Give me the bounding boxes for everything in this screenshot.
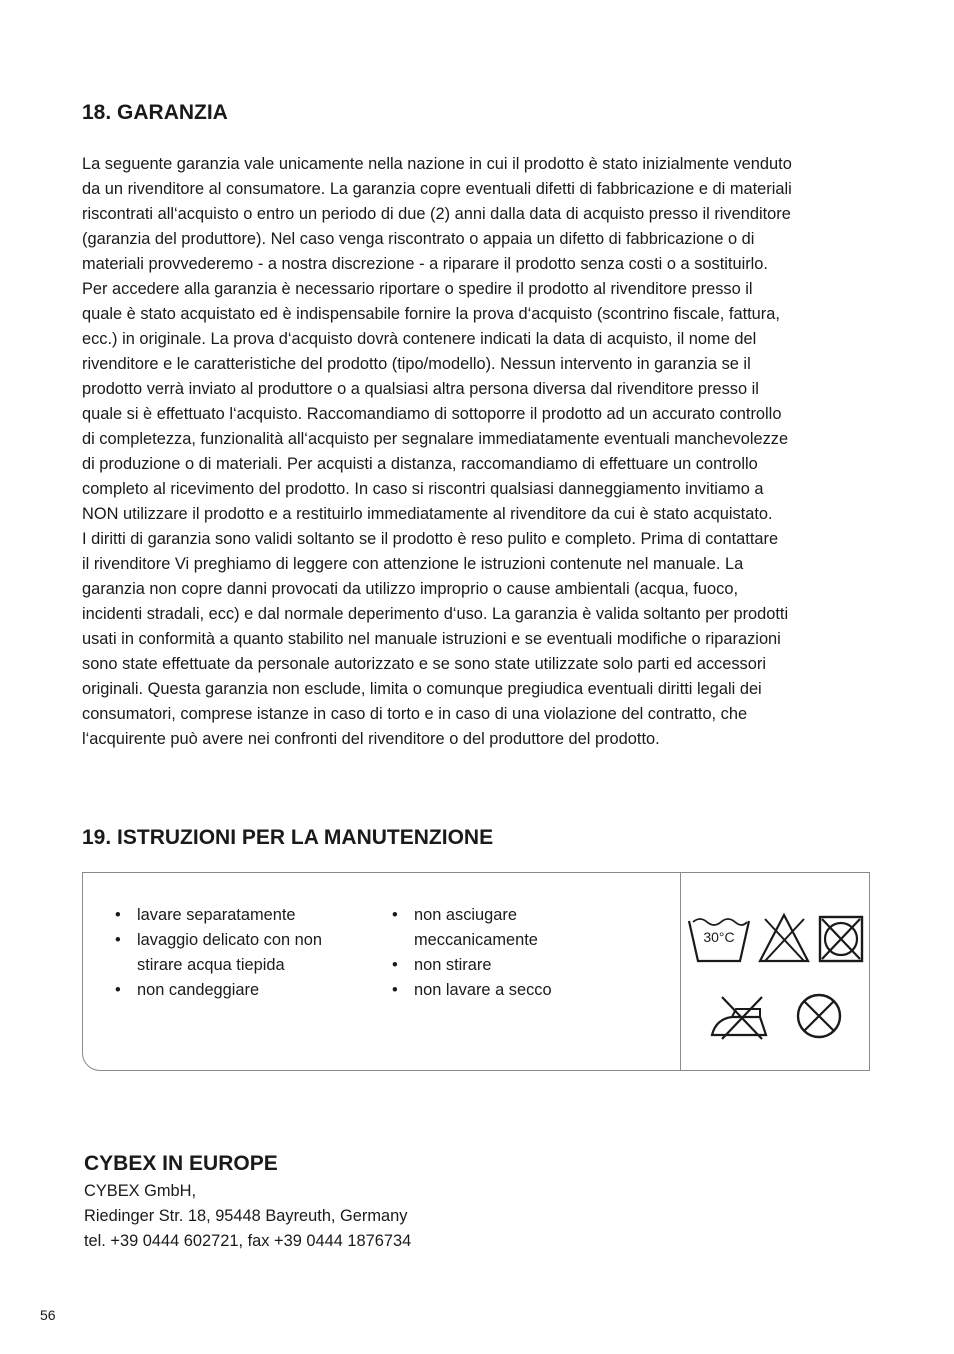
- company-line: Riedinger Str. 18, 95448 Bayreuth, Germany: [84, 1207, 408, 1225]
- care-item: • non stirare: [392, 953, 592, 978]
- care-item: • non lavare a secco: [392, 978, 592, 1003]
- warranty-line: rivenditore e le caratteristiche del prodotto (tipo/modello). Nessun intervento in garanzia se il: [82, 355, 751, 373]
- warranty-line: originali. Questa garanzia non esclude, limita o comunque pregiudica eventuali diritti legali dei: [82, 680, 762, 698]
- warranty-line: quale si è effettuato l‘acquisto. Raccomandiamo di sottoporre il prodotto ad un accurato controllo: [82, 405, 782, 423]
- warranty-line: NON utilizzare il prodotto e a restituirlo immediatamente al rivenditore da cui è stato acquistato.: [82, 505, 773, 523]
- section-19-title: 19. ISTRUZIONI PER LA MANUTENZIONE: [82, 826, 494, 849]
- company-address: [84, 1179, 411, 1254]
- care-item: • non candeggiare: [115, 978, 355, 1003]
- warranty-line: ecc.) in originale. La prova d‘acquisto dovrà contenere indicati la data di acquisto, il nome del: [82, 330, 757, 348]
- no-iron-icon: [708, 991, 770, 1043]
- care-list-right: [392, 903, 592, 1003]
- wash-temperature: 30°C: [703, 929, 735, 945]
- warranty-line: completo al ricevimento del prodotto. In caso si riscontri qualsiasi danneggiamento invitiamo a: [82, 480, 764, 498]
- warranty-line: incidenti stradali, ecc) e dal normale deperimento d‘uso. La garanzia è valida soltanto per prodotti: [82, 605, 789, 623]
- warranty-line: garanzia non copre danni provocati da utilizzo improprio o cause ambientali (acqua, fuoco,: [82, 580, 739, 598]
- warranty-line: di produzione o di materiali. Per acquisti a distanza, raccomandiamo di effettuare un controllo: [82, 455, 758, 473]
- warranty-line: l‘acquirente può avere nei confronti del rivenditore o del produttore del prodotto.: [82, 730, 660, 748]
- warranty-line: il rivenditore Vi preghiamo di leggere con attenzione le istruzioni contenute nel manuale. La: [82, 555, 744, 573]
- warranty-line: sono state effettuate da personale autorizzato e se sono state utilizzate solo parti ed accessori: [82, 655, 766, 673]
- warranty-line: Per accedere alla garanzia è necessario riportare o spedire il prodotto al rivenditore presso il: [82, 280, 753, 298]
- care-divider: [680, 873, 681, 1071]
- no-tumble-dry-icon: [818, 915, 864, 963]
- care-list-left: [115, 903, 355, 1003]
- company-line: CYBEX GmbH,: [84, 1182, 197, 1200]
- care-item: • non asciugare meccanicamente: [392, 903, 592, 953]
- page-number: 56: [40, 1307, 56, 1323]
- company-line: tel. +39 0444 602721, fax +39 0444 1876734: [84, 1232, 412, 1250]
- warranty-line: riscontrati all‘acquisto o entro un periodo di due (2) anni dalla data di acquisto presso il rivenditore: [82, 205, 791, 223]
- warranty-line: quale è stato acquistato ed è indispensabile fornire la prova d‘acquisto (scontrino fiscale, fattura,: [82, 305, 780, 323]
- section-18-title: 18. GARANZIA: [82, 101, 228, 124]
- warranty-line: La seguente garanzia vale unicamente nella nazione in cui il prodotto è stato inizialmente venduto: [82, 155, 792, 173]
- care-item: • lavare separatamente: [115, 903, 355, 928]
- warranty-line: prodotto verrà inviato al produttore o a qualsiasi altra persona diversa dal rivenditore presso il: [82, 380, 759, 398]
- no-bleach-icon: [758, 912, 810, 964]
- company-title: CYBEX IN EUROPE: [84, 1152, 278, 1175]
- warranty-line: I diritti di garanzia sono validi soltanto se il prodotto è reso pulito e completo. Prima di contattare: [82, 530, 779, 548]
- wash-30-icon: [687, 913, 751, 965]
- warranty-line: materiali provvederemo - a nostra discrezione - a riparare il prodotto senza costi o a sostituirlo.: [82, 255, 768, 273]
- care-instructions-box: [82, 872, 870, 1071]
- warranty-line: consumatori, comprese istanze in caso di torto e in caso di una violazione del contratto, che: [82, 705, 748, 723]
- warranty-line: di completezza, funzionalità all‘acquisto per segnalare immediatamente eventuali manchevolezze: [82, 430, 789, 448]
- warranty-line: da un rivenditore al consumatore. La garanzia copre eventuali difetti di fabbricazione e di materiali: [82, 180, 792, 198]
- warranty-line: (garanzia del produttore). Nel caso venga riscontrato o appaia un difetto di fabbricazione o di: [82, 230, 755, 248]
- no-dry-clean-icon: [795, 992, 843, 1040]
- warranty-text: [82, 152, 882, 752]
- care-item: • lavaggio delicato con non stirare acqua tiepida: [115, 928, 355, 978]
- warranty-line: usati in conformità a quanto stabilito nel manuale istruzioni e se eventuali modifiche o riparazioni: [82, 630, 781, 648]
